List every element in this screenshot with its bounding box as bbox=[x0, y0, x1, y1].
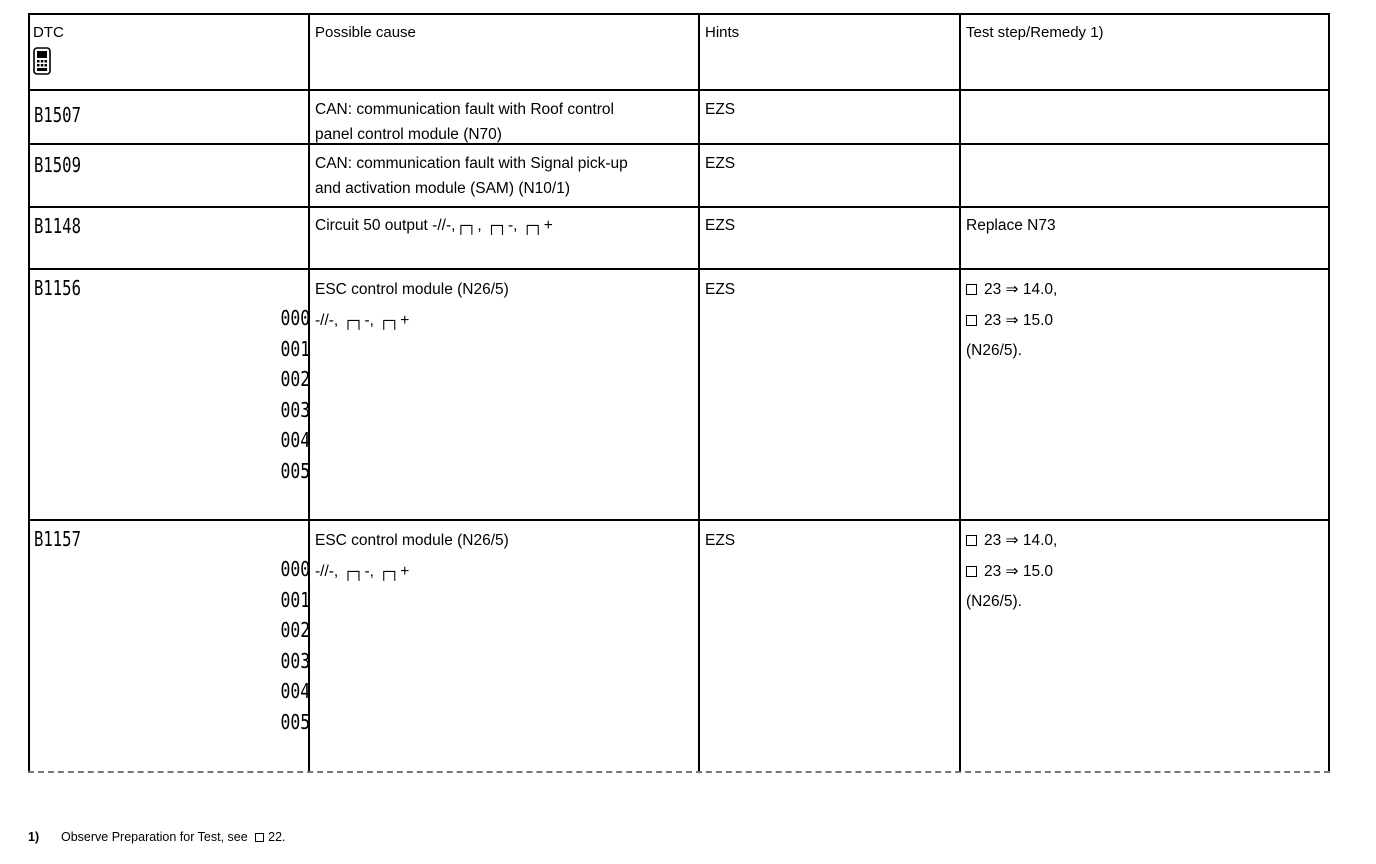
cause-line: -//-, ┌┐-, ┌┐+ bbox=[315, 562, 410, 580]
dtc-code: B1148 bbox=[34, 214, 81, 238]
header-hints: Hints bbox=[705, 24, 740, 41]
row-divider-3 bbox=[28, 268, 1330, 270]
header-possible-cause: Possible cause bbox=[315, 24, 416, 41]
subcode-list bbox=[280, 303, 310, 486]
box-reference-icon bbox=[966, 566, 977, 577]
subcode: 000 bbox=[280, 557, 310, 581]
box-reference-icon bbox=[966, 535, 977, 546]
column-divider-2 bbox=[698, 13, 700, 773]
hint: EZS bbox=[705, 281, 736, 298]
header-dtc-label: DTC bbox=[33, 24, 64, 41]
dtc-code: B1156 bbox=[34, 276, 81, 300]
subcode: 000 bbox=[280, 306, 310, 330]
handheld-tester-icon bbox=[33, 47, 51, 75]
row-divider-4 bbox=[28, 519, 1330, 521]
subcode-column bbox=[28, 303, 310, 503]
footnote-marker: 1) bbox=[28, 830, 40, 844]
possible-cause bbox=[315, 151, 628, 201]
subcode: 005 bbox=[280, 458, 310, 483]
subcode: 003 bbox=[280, 648, 310, 673]
remedy: Replace N73 bbox=[966, 217, 1056, 234]
remedy-line: (N26/5). bbox=[966, 342, 1022, 359]
table-border-top bbox=[28, 13, 1330, 15]
cause-line: CAN: communication fault with Roof control bbox=[315, 101, 614, 118]
footnote-ref: 22. bbox=[268, 830, 286, 844]
dtc-code: B1507 bbox=[34, 103, 81, 127]
remedy bbox=[966, 275, 1057, 367]
cause-line: panel control module (N70) bbox=[315, 126, 502, 143]
subcode: 002 bbox=[280, 367, 310, 391]
row-divider-1 bbox=[28, 143, 1330, 145]
box-reference-icon bbox=[255, 833, 264, 842]
footnote bbox=[28, 830, 286, 844]
row-divider-header bbox=[28, 89, 1330, 91]
cause-line: Circuit 50 output -//-,┌┐, ┌┐-, ┌┐+ bbox=[315, 217, 553, 234]
possible-cause bbox=[315, 213, 553, 238]
dtc-code: B1157 bbox=[34, 527, 81, 551]
subcode: 001 bbox=[280, 336, 310, 361]
remedy-line: (N26/5). bbox=[966, 593, 1022, 610]
subcode: 002 bbox=[280, 618, 310, 642]
box-reference-icon bbox=[966, 315, 977, 326]
possible-cause bbox=[315, 275, 509, 336]
hint: EZS bbox=[705, 155, 736, 172]
cause-line: and activation module (SAM) (N10/1) bbox=[315, 180, 571, 197]
remedy bbox=[966, 526, 1057, 618]
row-divider-2 bbox=[28, 206, 1330, 208]
cause-line: CAN: communication fault with Signal pick-up bbox=[315, 155, 628, 172]
remedy-line: 23 ⇒ 14.0, bbox=[966, 275, 1057, 306]
possible-cause bbox=[315, 526, 509, 587]
subcode-list bbox=[280, 554, 310, 737]
dtc-table bbox=[28, 13, 1330, 773]
hint: EZS bbox=[705, 217, 736, 234]
header-test-step: Test step/Remedy 1) bbox=[966, 24, 1104, 41]
subcode: 001 bbox=[280, 587, 310, 612]
subcode: 005 bbox=[280, 709, 310, 734]
table-border-right bbox=[1328, 13, 1330, 773]
header-dtc bbox=[33, 20, 64, 75]
box-reference-icon bbox=[966, 284, 977, 295]
footnote-text: Observe Preparation for Test, see bbox=[61, 830, 248, 844]
hint: EZS bbox=[705, 101, 736, 118]
column-divider-3 bbox=[959, 13, 961, 773]
subcode-column bbox=[28, 554, 310, 754]
table-bottom-dashed bbox=[28, 771, 1330, 773]
cause-line: ESC control module (N26/5) bbox=[315, 532, 509, 549]
subcode: 003 bbox=[280, 397, 310, 422]
hint: EZS bbox=[705, 532, 736, 549]
remedy-line: 23 ⇒ 14.0, bbox=[966, 526, 1057, 557]
dtc-code: B1509 bbox=[34, 153, 81, 177]
subcode: 004 bbox=[280, 428, 310, 452]
remedy-line: 23 ⇒ 15.0 bbox=[966, 306, 1057, 337]
cause-line: ESC control module (N26/5) bbox=[315, 281, 509, 298]
subcode: 004 bbox=[280, 679, 310, 703]
remedy-line: 23 ⇒ 15.0 bbox=[966, 557, 1057, 588]
cause-line: -//-, ┌┐-, ┌┐+ bbox=[315, 311, 410, 329]
possible-cause bbox=[315, 97, 614, 147]
